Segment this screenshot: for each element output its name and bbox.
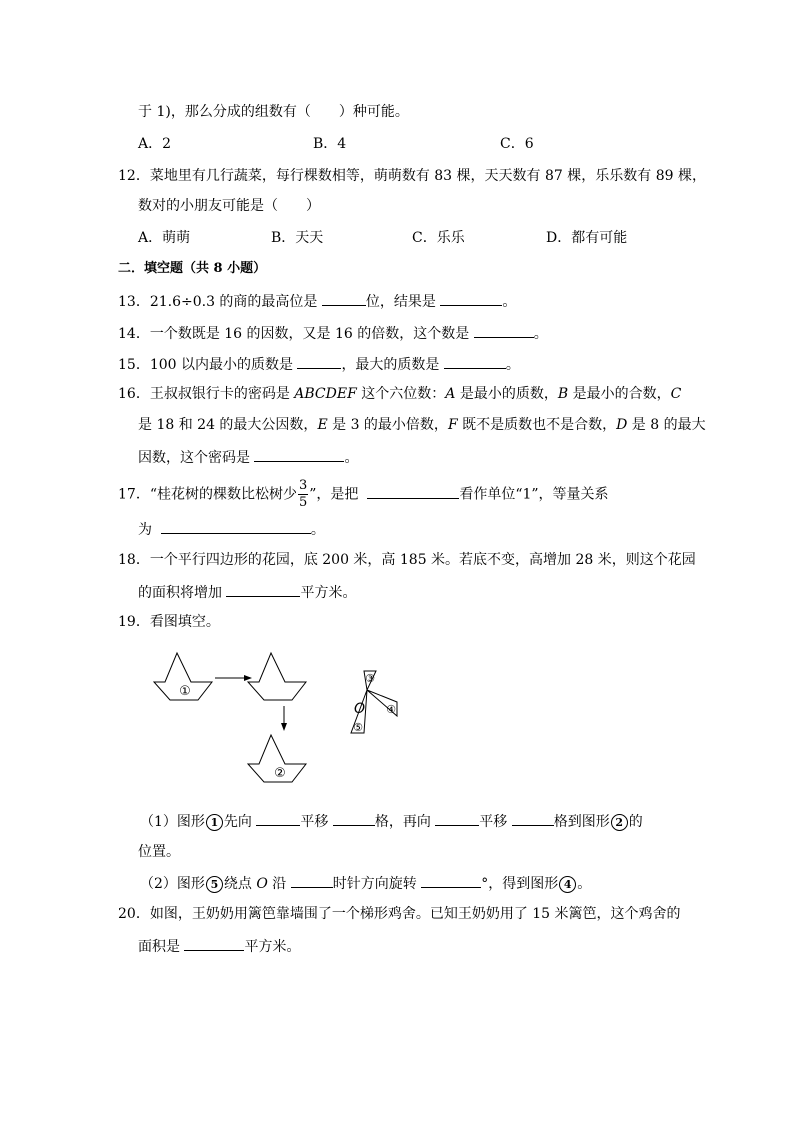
q17-fraction — [298, 478, 308, 511]
q16-var-f: F — [447, 417, 458, 433]
q19-figure — [140, 640, 430, 795]
q19-blank-direction-1[interactable] — [256, 810, 300, 826]
q18-text: 的面积将增加 — [138, 585, 227, 601]
q20-line2 — [138, 935, 300, 957]
q16-text: 这个六位数： — [356, 386, 446, 402]
arrow-down-icon — [281, 723, 287, 731]
q19-text: 沿 — [267, 876, 291, 892]
q17-line2 — [138, 518, 325, 540]
q19-text: 格到图形 — [553, 814, 610, 830]
shape-2-label: ② — [274, 766, 286, 781]
q15-text-a: 15．100 以内最小的质数是 — [118, 357, 298, 373]
q17-text: ”，是把 — [309, 486, 363, 503]
q19-blank-rotation-direction[interactable] — [291, 872, 333, 888]
q20-blank[interactable] — [184, 935, 244, 951]
q16-text: 。 — [344, 450, 359, 466]
q13-text-b: 位，结果是 — [365, 294, 441, 310]
q12-option-c: C．乐乐 — [412, 230, 465, 246]
q16-blank[interactable] — [254, 446, 344, 462]
q11-option-a: A．2 — [138, 136, 172, 152]
q11-option-c: C．6 — [500, 136, 534, 152]
q16-text: 是 18 和 24 的最大公因数， — [138, 417, 318, 433]
q16-line3 — [138, 446, 358, 468]
q19-text: 。 — [577, 876, 592, 892]
q16-text: 是最小的质数， — [455, 386, 558, 402]
q13-blank-1[interactable] — [322, 290, 366, 306]
q19-text: 先向 — [223, 814, 257, 830]
q15-text-b: ，最大的质数是 — [341, 357, 444, 373]
q16-code: ABCDEF — [294, 386, 357, 402]
q15-text-c: 。 — [505, 357, 520, 373]
section-title: 二．填空题（共 8 小题） — [118, 261, 267, 276]
q13-text-a: 13．21.6÷0.3 的商的最高位是 — [118, 294, 322, 310]
q12-option-d: D．都有可能 — [546, 230, 628, 246]
q19-text: 平移 — [300, 814, 333, 830]
q17-line1 — [118, 478, 609, 511]
shape-intermediate — [248, 653, 306, 700]
q16-text: 是 3 的最小倍数， — [327, 417, 448, 433]
q15-blank-1[interactable] — [297, 353, 341, 369]
q18-text: 平方米。 — [300, 585, 357, 601]
q13 — [118, 290, 516, 312]
q19-text: 绕点 — [223, 876, 257, 892]
q14-text-a: 14．一个数既是 16 的因数，又是 16 的倍数，这个数是 — [118, 326, 474, 342]
q16-text: 既不是质数也不是合数， — [457, 417, 617, 433]
q16-var-e: E — [317, 417, 328, 433]
q19-sub2 — [140, 872, 591, 895]
q18-line1: 18．一个平行四边形的花园，底 200 米，高 185 米。若底不变，高增加 28 米，则这个花园 — [118, 552, 696, 568]
q20-text: 平方米。 — [244, 939, 301, 955]
q12-stem-line1: 12．菜地里有几行蔬菜，每行棵数相等，萌萌数有 83 棵，天天数有 87 棵，乐乐数有 89 棵， — [118, 168, 706, 184]
shape-5-label: ⑤ — [353, 721, 363, 734]
q13-blank-2[interactable] — [440, 290, 502, 306]
q17-text: 17．“桂花树的棵数比松树少 — [118, 486, 297, 503]
q19-text: （2）图形 — [140, 876, 205, 892]
q11-option-b: B．4 — [313, 136, 347, 152]
shape-5-ref: 5 — [206, 876, 223, 893]
shape-4-ref: 4 — [559, 876, 576, 893]
q16-text: 16．王叔叔银行卡的密码是 — [118, 386, 295, 402]
q19-title: 19．看图填空。 — [118, 614, 220, 630]
shape-1-label: ① — [179, 684, 191, 699]
q13-text-c: 。 — [502, 294, 517, 310]
q12-stem-line2: 数对的小朋友可能是（ ） — [138, 198, 320, 214]
q16-var-d: D — [616, 417, 628, 433]
q17-text: 看作单位“1”，等量关系 — [459, 486, 609, 503]
q17-blank-1[interactable] — [367, 483, 459, 499]
q20-text: 面积是 — [138, 939, 185, 955]
q19-sub1-line2: 位置。 — [138, 844, 180, 860]
q16-text: 因数，这个密码是 — [138, 450, 255, 466]
q17-blank-2[interactable] — [161, 518, 311, 534]
q18-line2 — [138, 581, 356, 603]
shape-4-label: ④ — [386, 703, 396, 716]
q19-text: 时针方向旋转 — [332, 876, 422, 892]
q14-blank-1[interactable] — [474, 322, 534, 338]
q17-text: 。 — [310, 522, 325, 538]
q14-text-b: 。 — [533, 326, 548, 342]
q20-line1: 20．如图，王奶奶用篱笆靠墙围了一个梯形鸡舍。已知王奶奶用了 15 米篱笆，这个鸡舍的 — [118, 906, 681, 922]
q19-text: °，得到图形 — [481, 876, 559, 892]
point-o-label: O — [353, 701, 365, 717]
q19-blank-steps-2[interactable] — [512, 810, 554, 826]
q15 — [118, 353, 520, 375]
q19-sub1-line1 — [140, 810, 643, 833]
q19-blank-angle[interactable] — [421, 872, 481, 888]
q16-line2 — [138, 415, 706, 435]
q14 — [118, 322, 548, 344]
q16-text: 是 8 的最大 — [627, 417, 706, 433]
q15-blank-2[interactable] — [444, 353, 506, 369]
shape-2-ref: 2 — [611, 814, 628, 831]
q19-text: 的 — [628, 814, 643, 830]
q12-option-a: A．萌萌 — [138, 230, 191, 246]
shape-3-label: ③ — [365, 672, 375, 685]
fraction-numerator: 3 — [298, 478, 308, 493]
q18-blank[interactable] — [226, 581, 300, 597]
q16-text: 是最小的合数， — [568, 386, 671, 402]
q17-text: 为 — [138, 522, 157, 538]
q12-option-b: B．天天 — [271, 230, 324, 246]
q19-blank-steps-1[interactable] — [333, 810, 375, 826]
q19-text: （1）图形 — [140, 814, 205, 830]
arrow-right-icon — [244, 675, 252, 681]
q16-var-a: A — [445, 386, 456, 402]
shape-1-ref: 1 — [206, 814, 223, 831]
q16-var-c: C — [670, 386, 682, 402]
q19-text: 格，再向 — [374, 814, 436, 830]
q16-var-b: B — [557, 386, 569, 402]
q19-text: 平移 — [479, 814, 512, 830]
fraction-denominator: 5 — [298, 495, 308, 510]
point-o-ref: O — [256, 876, 268, 892]
q19-blank-direction-2[interactable] — [435, 810, 479, 826]
q16-line1 — [118, 384, 681, 404]
q11-stem: 于 1)，那么分成的组数有（ ）种可能。 — [138, 104, 409, 120]
